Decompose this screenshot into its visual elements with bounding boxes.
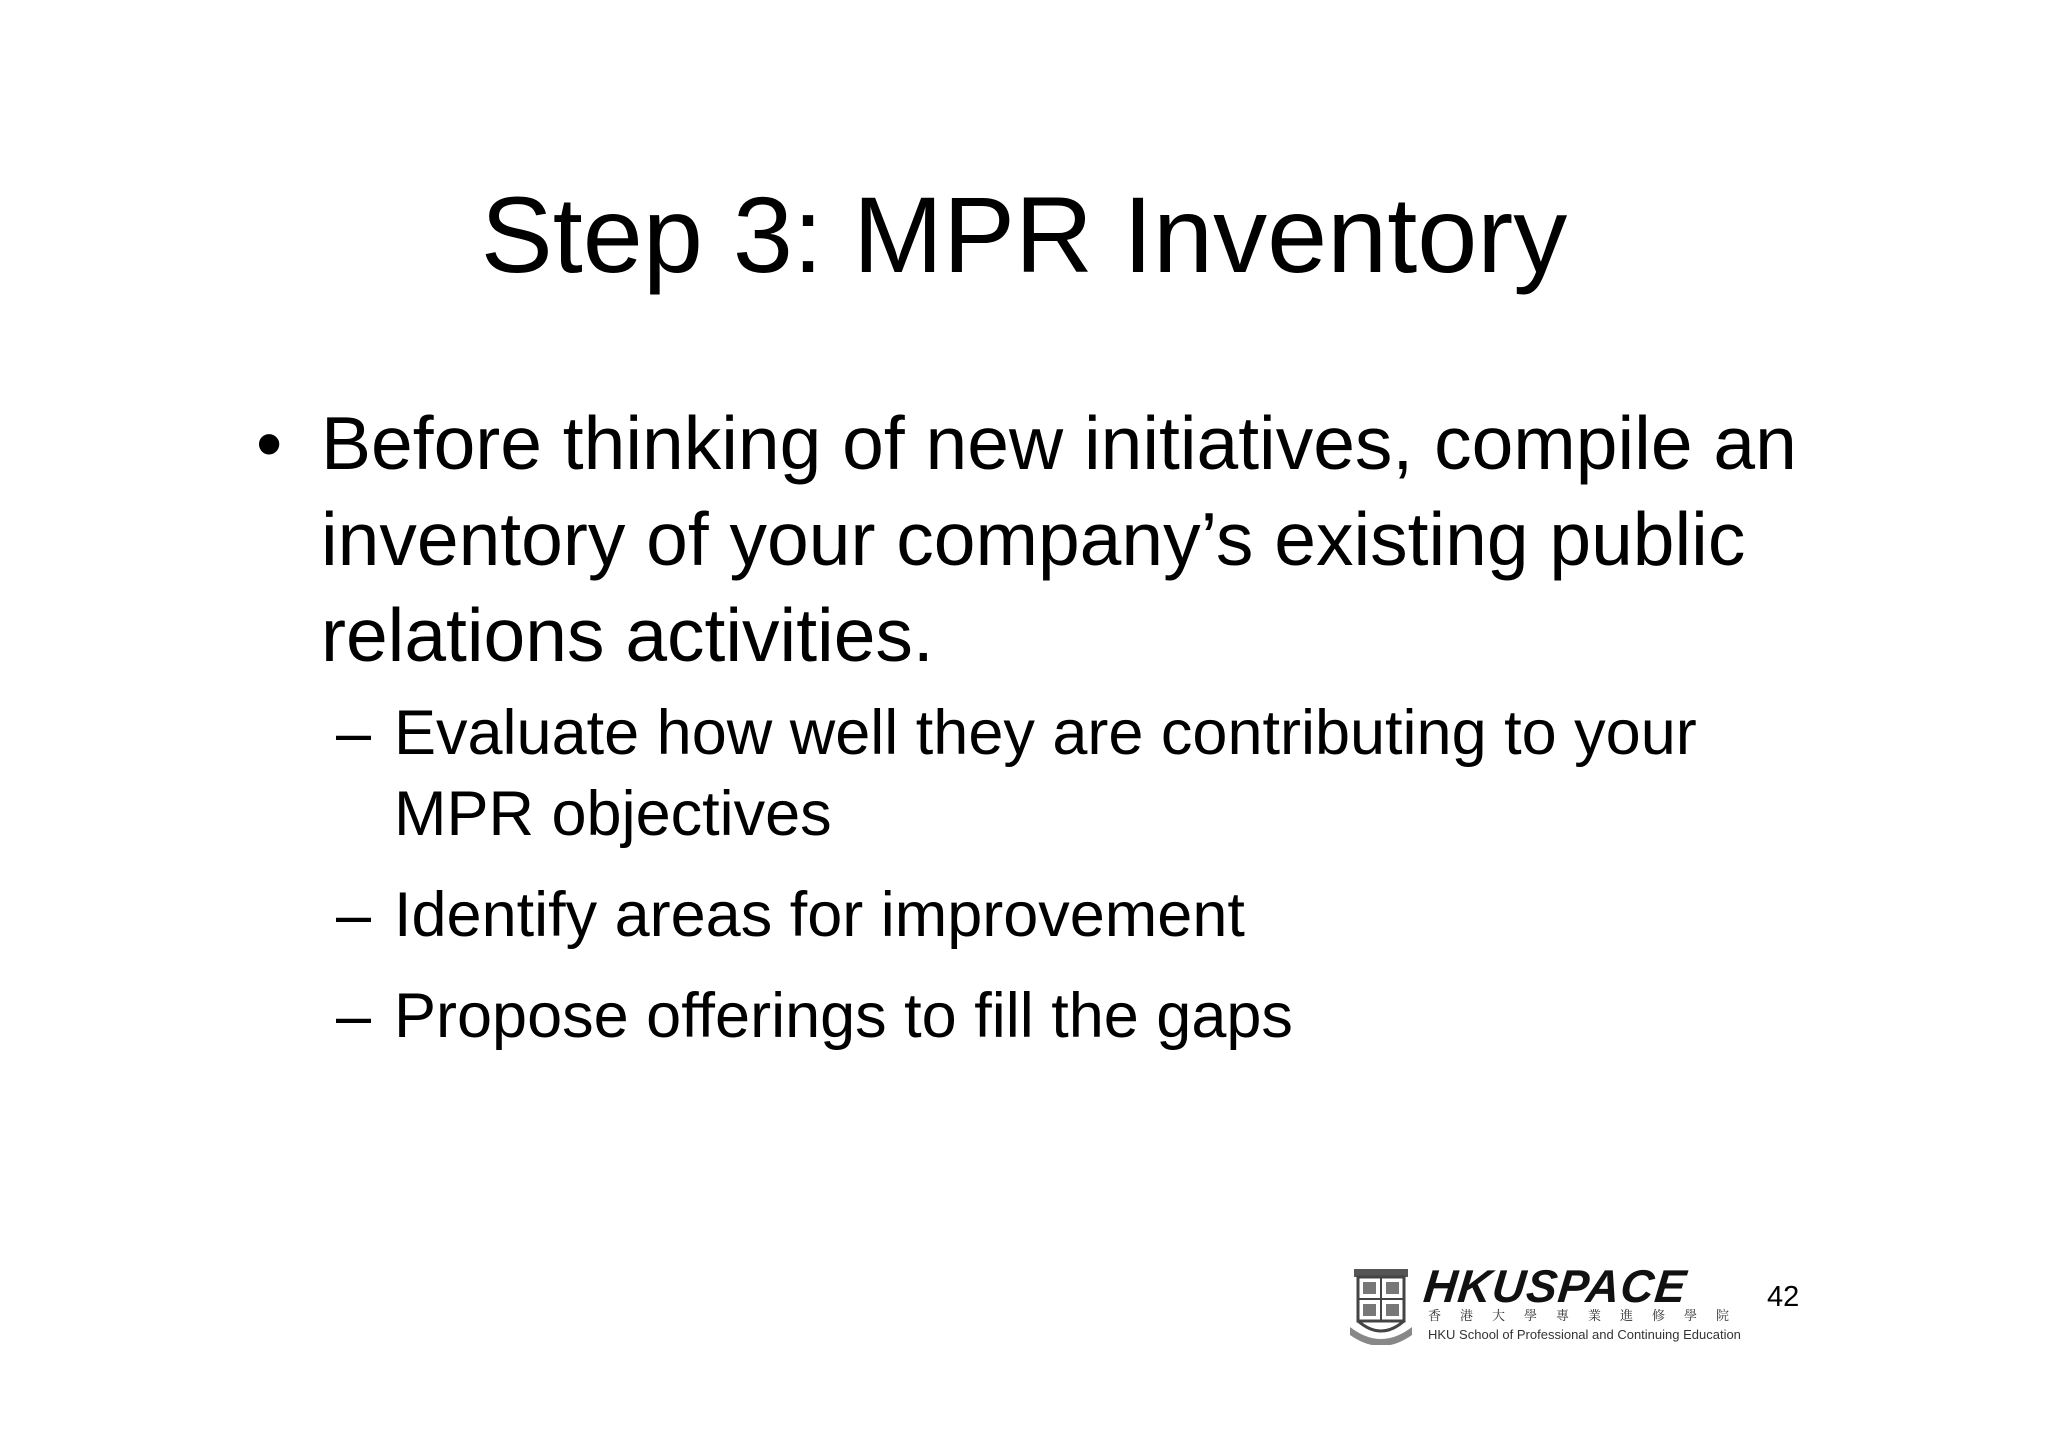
logo-chinese-name: 香港大學專業進修學院	[1428, 1309, 1749, 1324]
sub-bullet-text: Evaluate how well they are contributing to your MPR objectives	[394, 698, 1697, 849]
sub-bullet-marker: –	[336, 981, 372, 1051]
page-number: 42	[1767, 1281, 1800, 1313]
hkuspace-logo	[1348, 1260, 1763, 1347]
logo-subtitle: HKU School of Professional and Continuing Education	[1428, 1327, 1741, 1342]
sub-bullet-item	[336, 693, 1816, 855]
university-crest-icon	[1348, 1267, 1414, 1345]
sub-bullet-marker: –	[336, 698, 372, 768]
sub-bullet-item	[336, 875, 1816, 956]
sub-bullet-marker: –	[336, 880, 372, 950]
logo-wordmark: HKUSPACE	[1421, 1260, 1690, 1312]
sub-bullet-text: Propose offerings to fill the gaps	[394, 981, 1293, 1051]
sub-bullet-item	[336, 976, 1816, 1057]
slide-content	[256, 395, 1816, 1077]
bullet-text: Before thinking of new initiatives, compile an inventory of your company’s existing public relations activities.	[321, 401, 1797, 677]
slide-title: Step 3: MPR Inventory	[480, 174, 1568, 295]
bullet-item	[256, 395, 1816, 683]
bullet-marker: •	[256, 401, 283, 485]
sub-bullet-list	[256, 693, 1816, 1057]
sub-bullet-text: Identify areas for improvement	[394, 880, 1245, 950]
